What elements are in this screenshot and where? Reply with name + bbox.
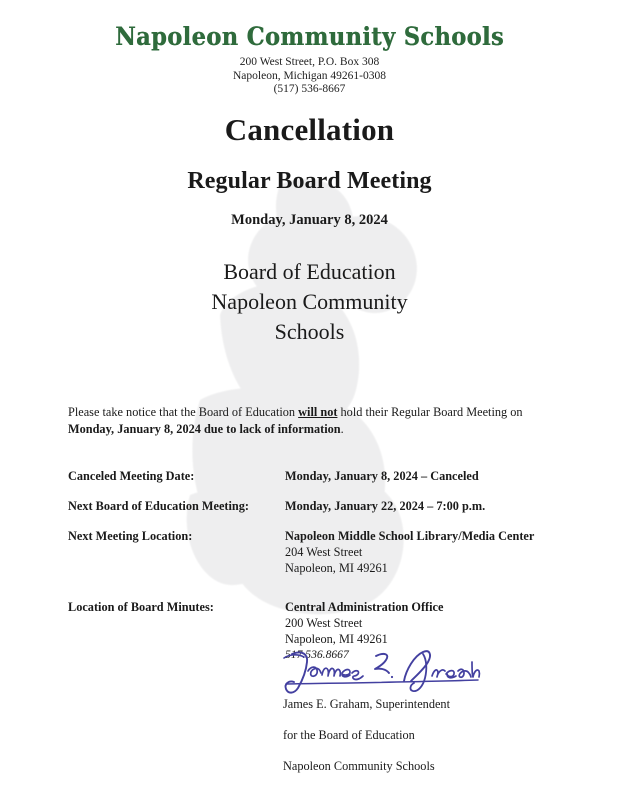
letterhead-address xyxy=(0,56,619,97)
board-of-education-block xyxy=(0,257,619,347)
detail-label: Location of Board Minutes: xyxy=(68,600,214,615)
address-street-line: 200 West Street, P.O. Box 308 xyxy=(239,56,380,68)
board-block-line-3: Schools xyxy=(274,319,345,345)
detail-value xyxy=(285,468,479,484)
detail-value xyxy=(285,528,534,576)
signature-name-block xyxy=(283,681,450,790)
notice-bold-tail: Monday, January 8, 2024 due to lack of information xyxy=(68,422,341,437)
table-row xyxy=(68,599,619,663)
notice-emphasis-will-not: will not xyxy=(298,405,338,420)
detail-value-address-line: Napoleon, MI 49261 xyxy=(285,632,388,647)
notice-text-part-2: hold their Regular Board Meeting on xyxy=(337,405,523,420)
detail-label: Next Meeting Location: xyxy=(68,529,193,544)
board-block-line-2: Napoleon Community xyxy=(211,289,408,315)
detail-value xyxy=(285,599,443,663)
detail-value-address-line: 200 West Street xyxy=(285,616,363,631)
detail-value-phone: 517.536.8667 xyxy=(285,648,349,662)
detail-value-address-line: Napoleon, MI 49261 xyxy=(285,561,388,576)
board-block-line-1: Board of Education xyxy=(223,259,396,285)
detail-label: Next Board of Education Meeting: xyxy=(68,499,250,514)
detail-value-address-line: 204 West Street xyxy=(285,545,363,560)
notice-paragraph xyxy=(0,404,619,438)
details-list xyxy=(0,468,619,663)
notice-period: . xyxy=(340,422,344,437)
meeting-date-heading: Monday, January 8, 2024 xyxy=(231,211,388,228)
letterhead xyxy=(0,0,619,97)
page-title: Cancellation xyxy=(224,111,395,147)
signatory-organization: Napoleon Community Schools xyxy=(283,758,435,773)
school-name-logo: Napoleon Community Schools xyxy=(115,22,504,51)
detail-label: Canceled Meeting Date: xyxy=(68,469,195,484)
letterhead-phone: (517) 536-8667 xyxy=(273,83,346,96)
detail-value-primary: Monday, January 8, 2024 – Canceled xyxy=(285,469,479,484)
detail-value-primary: Monday, January 22, 2024 – 7:00 p.m. xyxy=(285,499,486,514)
table-row xyxy=(68,528,619,576)
notice-text-part-1: Please take notice that the Board of Education xyxy=(68,405,299,420)
detail-value-primary: Napoleon Middle School Library/Media Center xyxy=(285,529,535,544)
table-row xyxy=(68,468,619,484)
signatory-name-title: James E. Graham, Superintendent xyxy=(283,696,450,711)
meeting-subtitle: Regular Board Meeting xyxy=(187,167,432,194)
detail-value xyxy=(285,498,485,514)
address-city-line: Napoleon, Michigan 49261-0308 xyxy=(233,69,386,82)
signatory-role: for the Board of Education xyxy=(283,727,415,742)
table-row xyxy=(68,498,619,514)
detail-value-primary: Central Administration Office xyxy=(285,600,444,615)
